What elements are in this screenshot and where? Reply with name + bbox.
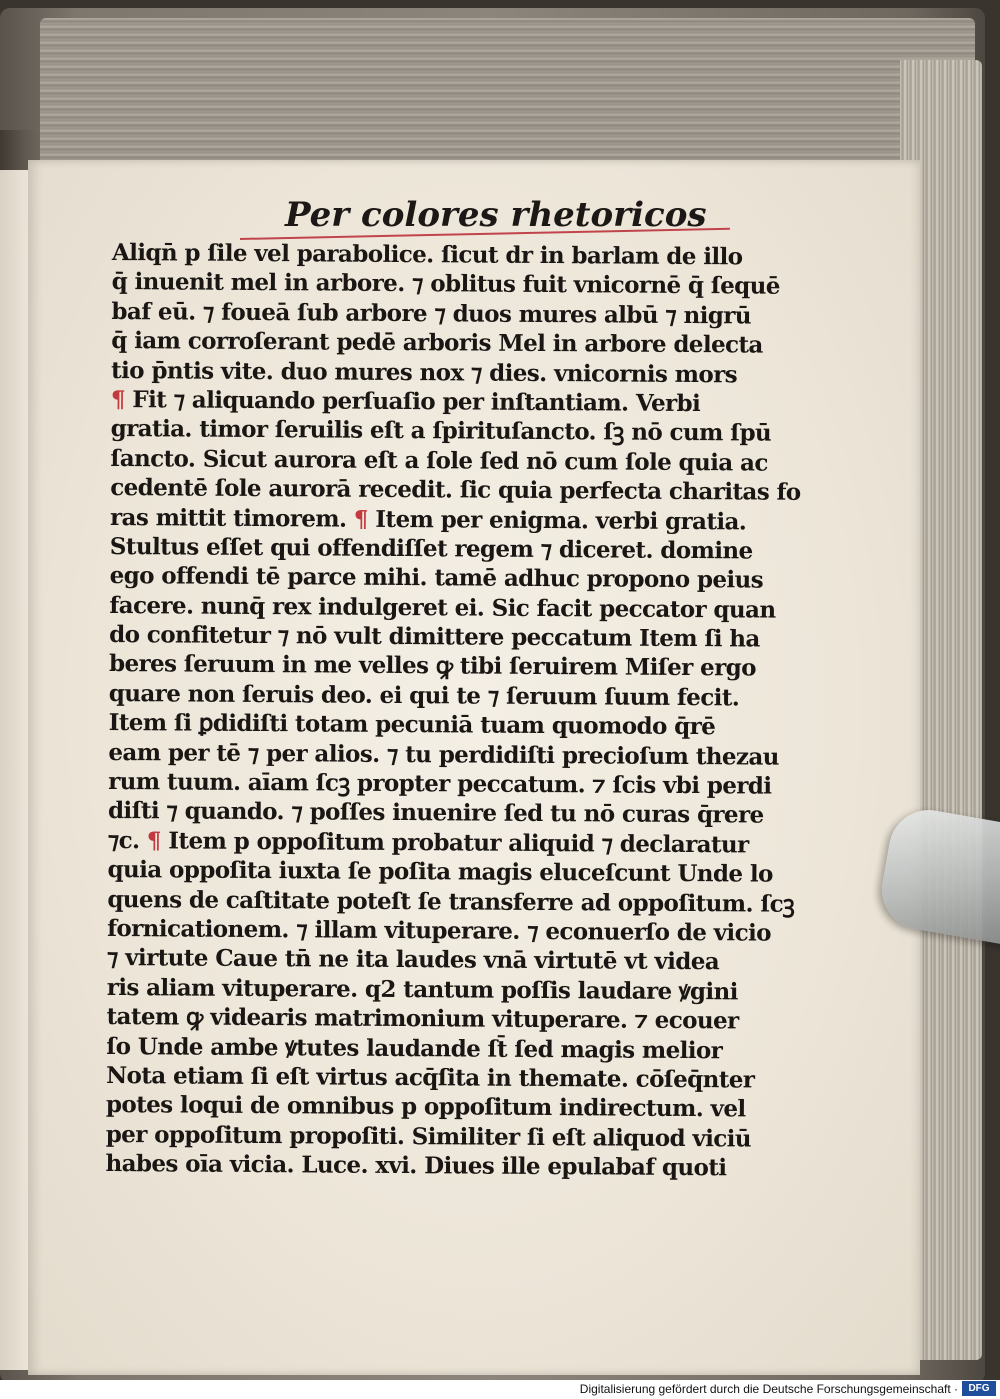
text-line: quare non ſeruis deo. ei qui te ⁊ ſeruum ſuum fecit. — [108, 679, 740, 712]
text-line: ſo Unde ambe ꝟtutes laudande ſt̄ ſed magis melior — [106, 1032, 723, 1064]
text-line: tatem ꝙ videaris matrimonium vituperare. ⁊ ecouer — [106, 1003, 739, 1035]
text-line: rum tuum. aīam ſcꝫ propter peccatum. ⁊ ſcis vbi perdi — [108, 768, 772, 800]
text-line: facere. nunq̄ rex indulgeret ei. Sic facit peccator quan — [109, 591, 776, 624]
text-line: Stultus eſſet qui offendiſſet regem ⁊ diceret. domine — [109, 532, 753, 565]
running-head: Per colores rhetoricos — [285, 195, 707, 235]
text-line: eam per tē ⁊ per alios. ⁊ tu perdidiſti precioſum thezau — [108, 738, 779, 771]
text-line: Nota etiam ſi eſt virtus acq̄ſita in themate. cōſeq̄nter — [106, 1061, 755, 1094]
text-line: diſti ⁊ quando. ⁊ poſſes inuenire ſed tu nō curas q̄rere — [107, 797, 764, 829]
text-line: potes loqui de omnibus p oppoſitum indirectum. vel — [105, 1091, 746, 1123]
text-line: baf eū. ⁊ foueā ſub arbore ⁊ duos mures albū ⁊ nigrū — [111, 297, 752, 330]
text-line: gratia. timor ſeruilis eſt a ſpirituſancto. ſꝫ nō cum ſpū — [110, 415, 772, 447]
text-line: do confitetur ⁊ nō vult dimittere peccatum Item ſi ha — [109, 621, 760, 653]
text-line: q̄ inuenit mel in arbore. ⁊ oblitus fuit vnicornē q̄ ſequē — [111, 268, 780, 301]
text-line: cedentē ſole aurorā recedit. ſic quia perfecta charitas fo — [110, 474, 801, 506]
text-line: tio p̄ntis vite. duo mures nox ⁊ dies. vnicornis mors — [110, 356, 738, 388]
rubric-pilcrow: ¶ — [110, 385, 126, 414]
text-line: per oppoſitum propoſiti. Similiter ſi eſt aliquod viciū — [105, 1120, 752, 1153]
text-line: beres ſeruum in me velles ꝙ tibi ſeruirem Miſer ergo — [108, 650, 756, 682]
text-line: ego offendi tē parce mihi. tamē adhuc propono peius — [109, 562, 764, 594]
body-text — [105, 238, 801, 1183]
text-line: ris aliam vituperare. q2 tantum poſſis laudare ꝟgini — [106, 973, 738, 1006]
text-line: Item ſi ꝑdidiſti totam pecuniā tuam quomodo q̄rē — [108, 709, 716, 741]
rubric-pilcrow: ¶ — [353, 505, 368, 533]
text-line: quia oppoſita iuxta ſe poſita magis eluceſcunt Unde lo — [107, 856, 773, 888]
text-line: fornicationem. ⁊ illam vituperare. ⁊ econuerſo de vicio — [107, 914, 772, 947]
text-line: q̄ iam corroſerant pedē arboris Mel in arbore delecta — [111, 327, 763, 359]
text-line: ⁊ virtute Caue tn̄ ne ita laudes vnā virtutē vt videa — [106, 944, 720, 976]
text-line: habes oīa vicia. Luce. xvi. Diues ille epulabaf quoti — [105, 1150, 727, 1182]
text-line: ras mittit timorem. ¶ Item per enigma. verbi gratia. — [109, 503, 747, 535]
text-line: ſancto. Sicut aurora eſt a ſole ſed nō cum ſole quia ac — [110, 444, 768, 477]
text-line: Aliqn̄ p ſile vel parabolice. ſicut dr in barlam de illo — [111, 238, 743, 271]
text-line: ¶ Fit ⁊ aliquando perſuaſio per inſtantiam. Verbi — [110, 385, 701, 418]
text-line: ⁊c. ¶ Item p oppoſitum probatur aliquid ⁊ declaratur — [107, 826, 749, 859]
dfg-logo: DFG — [962, 1381, 996, 1396]
rubric-pilcrow: ¶ — [146, 827, 161, 855]
text-line: quens de caſtitate poteſt ſe transferre ad oppoſitum. ſcꝫ — [107, 885, 795, 918]
footer-credit: Digitalisierung gefördert durch die Deutsche Forschungsgemeinschaft · — [579, 1382, 958, 1396]
page-edges-top — [40, 18, 975, 168]
